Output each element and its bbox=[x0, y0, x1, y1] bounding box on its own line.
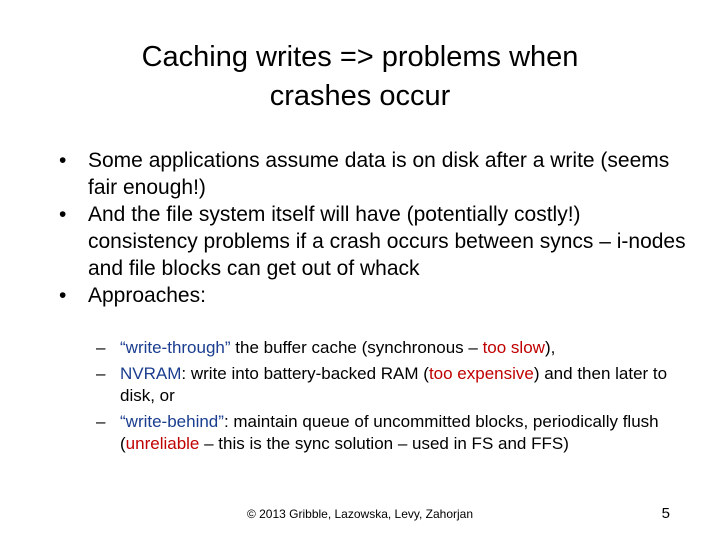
title-line-1: Caching writes => problems when bbox=[141, 41, 579, 73]
sub-bullet-text: the buffer cache (synchronous – bbox=[230, 338, 483, 357]
sub-bullet-text: ) and then later to disk, or bbox=[120, 364, 668, 405]
sub-bullet-marker: – bbox=[96, 338, 106, 357]
sub-bullet-list bbox=[96, 337, 676, 459]
bullet-marker: • bbox=[59, 149, 67, 172]
drawback-text: too slow bbox=[482, 338, 545, 357]
bullet-text: And the file system itself will have (potentially costly!) consistency problems if a crash occurs between syncs – i-nodes and file blocks can get out of whack bbox=[88, 203, 686, 280]
bullet-marker: • bbox=[59, 203, 67, 226]
page-number: 5 bbox=[661, 505, 670, 522]
drawback-text: too expensive bbox=[428, 364, 534, 383]
title-line-2: crashes occur bbox=[269, 80, 451, 112]
bullet-list bbox=[56, 147, 696, 309]
sub-bullet-text: – this is the sync solution – used in FS and FFS) bbox=[199, 434, 569, 453]
copyright-footer: © 2013 Gribble, Lazowska, Levy, Zahorjan bbox=[246, 507, 474, 521]
sub-bullet-item bbox=[96, 363, 676, 407]
sub-bullet-marker: – bbox=[96, 412, 106, 431]
term-nvram: NVRAM bbox=[120, 364, 182, 383]
bullet-item bbox=[56, 147, 696, 201]
bullet-item bbox=[56, 201, 696, 282]
bullet-item bbox=[56, 282, 696, 309]
bullet-marker: • bbox=[59, 284, 67, 307]
sub-bullet-item bbox=[96, 337, 676, 359]
drawback-text: unreliable bbox=[125, 434, 200, 453]
term-write-through: “write-through” bbox=[120, 338, 231, 357]
sub-bullet-item bbox=[96, 411, 676, 455]
bullet-text: Some applications assume data is on disk after a write (seems fair enough!) bbox=[88, 149, 670, 199]
sub-bullet-text: ), bbox=[544, 338, 556, 357]
term-write-behind: “write-behind” bbox=[120, 412, 224, 431]
sub-bullet-text: : maintain queue of uncommitted blocks, periodically flush ( bbox=[120, 412, 659, 453]
sub-bullet-text: : write into battery-backed RAM ( bbox=[181, 364, 429, 383]
bullet-text: Approaches: bbox=[88, 284, 206, 307]
slide-title bbox=[60, 38, 660, 116]
sub-bullet-marker: – bbox=[96, 364, 106, 383]
